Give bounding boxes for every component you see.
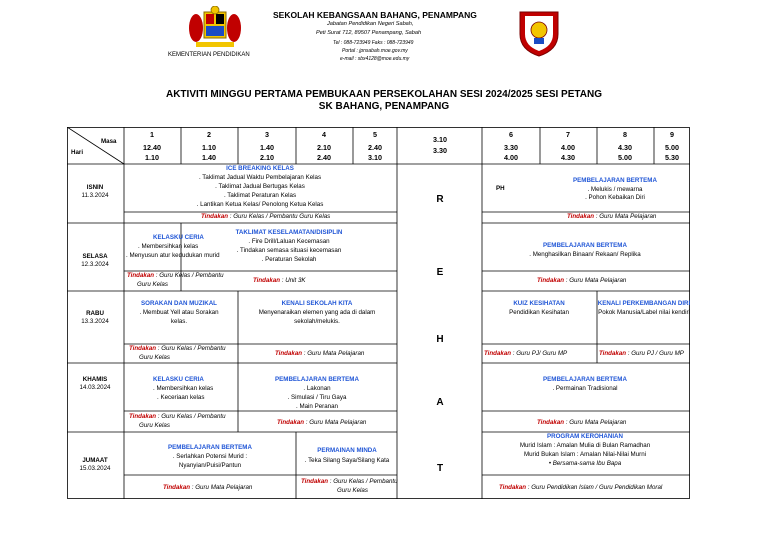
- activity-line: . Melukis / mewarna: [587, 186, 643, 193]
- activity-line: . Permainan Tradisional: [552, 385, 618, 392]
- activity-title: KELASKU CERIA: [153, 376, 204, 383]
- activity-line: . Tindakan semasa situasi kecemasan: [236, 247, 342, 254]
- tindakan-note: Tindakan : Guru Kelas / Pembantu Guru Kelas: [201, 213, 331, 220]
- activity-line: . Pohon Kebaikan Diri: [585, 194, 645, 201]
- activity-line: . Simulasi / Tiru Gaya: [287, 394, 347, 401]
- period-start: 1.10: [202, 143, 216, 152]
- rehat-letter: E: [436, 267, 444, 278]
- activity-title: SORAKAN DAN MUZIKAL: [141, 300, 217, 307]
- jata-negara-logo: [186, 6, 244, 52]
- activity-title: KENALI SEKOLAH KITA: [281, 300, 353, 307]
- period-start: 2.40: [368, 143, 382, 152]
- activity-line: Nyanyian/Puisi/Pantun: [178, 462, 242, 469]
- activity-title: PEMBELAJARAN BERTEMA: [573, 177, 657, 184]
- day-name: ISNIN: [86, 184, 104, 191]
- tindakan-note-cont: Guru Kelas: [139, 422, 170, 429]
- tindakan-note: Tindakan : Guru Mata Pelajaran: [537, 277, 627, 284]
- phone-line: Tel : 088-723949 Faks : 088-723949: [333, 40, 414, 46]
- activity-title: PEMBELAJARAN BERTEMA: [543, 376, 627, 383]
- period-end: 5.00: [618, 153, 632, 162]
- tindakan-note: Tindakan : Guru Kelas / Pembantu: [301, 478, 398, 485]
- day-name: JUMAAT: [82, 457, 108, 464]
- activity-line: Murid Bukan Islam : Amalan Nilai-Nilai Murni: [523, 451, 647, 458]
- tindakan-note-cont: Guru Kelas: [139, 354, 170, 361]
- activity-title: PEMBELAJARAN BERTEMA: [543, 242, 627, 249]
- hari-label: Hari: [71, 149, 84, 156]
- day-date: 15.03.2024: [79, 465, 111, 472]
- tindakan-note: Tindakan : Guru PJ / Guru MP: [599, 350, 684, 357]
- ministry-label: KEMENTERIAN PENDIDIKAN: [168, 52, 250, 58]
- school-crest-logo: [514, 6, 564, 58]
- activity-title: PROGRAM KEROHANIAN: [547, 433, 623, 440]
- period-number: 4: [322, 130, 326, 139]
- period-end: 2.10: [260, 153, 274, 162]
- activity-note: • Bersama-sama Ibu Bapa: [548, 460, 622, 467]
- rehat-letter: T: [436, 463, 444, 474]
- activity-title: KUIZ KESIHATAN: [513, 300, 565, 307]
- rehat-time-start: 3.10: [433, 135, 447, 144]
- period-start: 1.40: [260, 143, 274, 152]
- period-start: 5.00: [665, 143, 679, 152]
- tindakan-note: Tindakan : Guru Kelas / Pembantu: [127, 272, 224, 279]
- activity-line: Pendidikan Kesihatan: [509, 309, 569, 316]
- period-start: 12.40: [143, 143, 161, 152]
- page-subtitle: SK BAHANG, PENAMPANG: [318, 101, 450, 112]
- portal-line: Portal : jpnsabah.moe.gov.my: [342, 48, 408, 54]
- day-date: 12.3.2024: [81, 261, 109, 268]
- period-number: 1: [150, 130, 154, 139]
- tindakan-note: Tindakan : Guru Kelas / Pembantu: [129, 345, 226, 352]
- rehat-letter: H: [436, 334, 444, 345]
- activity-title: KENALI PERKEMBANGAN DIRI: [597, 300, 691, 307]
- activity-line: sekolah/melukis.: [294, 318, 340, 325]
- period-start: 4.30: [618, 143, 632, 152]
- period-number: 5: [373, 130, 377, 139]
- school-name: SEKOLAH KEBANGSAAN BAHANG, PENAMPANG: [273, 10, 477, 20]
- activity-line: . Membuat Yell atau Sorakan: [139, 309, 219, 316]
- activity-title: ICE BREAKING KELAS: [226, 165, 294, 172]
- activity-title: KELASKU CERIA: [153, 234, 204, 241]
- tindakan-note: Tindakan : Guru PJ/ Guru MP: [484, 350, 568, 357]
- day-name: KHAMIS: [82, 376, 108, 383]
- activity-title: PEMBELAJARAN BERTEMA: [275, 376, 359, 383]
- activity-title: PERMAINAN MINDA: [317, 447, 377, 454]
- tindakan-note: Tindakan : Guru Kelas / Pembantu: [129, 413, 226, 420]
- email-line: e-mail : sbx4128@moe.edu.my: [340, 56, 410, 62]
- period-number: 9: [670, 130, 674, 139]
- activity-line: . Keceriaan kelas: [157, 394, 205, 401]
- address-line: Jabatan Pendidikan Negeri Sabah,: [327, 21, 414, 27]
- period-start: 2.10: [317, 143, 331, 152]
- activity-line: . Main Peranan: [296, 403, 338, 410]
- period-number: 6: [509, 130, 513, 139]
- activity-line: . Peraturan Sekolah: [261, 256, 317, 263]
- tindakan-note: Tindakan : Guru Mata Pelajaran: [275, 350, 365, 357]
- activity-line: . Teka Silang Saya/Silang Kata: [304, 457, 390, 464]
- tindakan-note: Tindakan : Unit 3K: [253, 277, 306, 284]
- rehat-letter: R: [436, 194, 444, 205]
- activity-line: . Fire Drill/Laluan Kecemasan: [248, 238, 330, 245]
- activity-line: . Menghasilkan Binaan/ Rekaan/ Replika: [529, 251, 641, 258]
- activity-line: Pokok Manusia/Label nilai kendiri: [598, 309, 690, 316]
- period-end: 4.00: [504, 153, 518, 162]
- schedule-table: [67, 127, 690, 499]
- rehat-letter: A: [436, 397, 444, 408]
- period-start: 3.30: [504, 143, 518, 152]
- period-end: 3.10: [368, 153, 382, 162]
- day-date: 13.3.2024: [81, 318, 109, 325]
- activity-line: kelas.: [170, 318, 188, 325]
- activity-title: TAKLIMAT KESELAMATAN/DISIPLIN: [235, 229, 343, 236]
- period-number: 3: [265, 130, 269, 139]
- period-number: 7: [566, 130, 570, 139]
- period-end: 2.40: [317, 153, 331, 162]
- day-name: RABU: [86, 310, 104, 317]
- tindakan-note: Tindakan : Guru Pendidikan Islam / Guru Pendidikan Moral: [499, 484, 663, 491]
- activity-line: . Membersihkan kelas: [138, 243, 199, 250]
- period-end: 1.40: [202, 153, 216, 162]
- period-end: 1.10: [145, 153, 159, 162]
- rehat-time-end: 3.30: [433, 146, 447, 155]
- masa-label: Masa: [101, 138, 117, 145]
- activity-title: PEMBELAJARAN BERTEMA: [168, 444, 252, 451]
- day-name: SELASA: [82, 253, 108, 260]
- activity-line: . Lantikan Ketua Kelas/ Penolong Ketua Kelas: [196, 201, 324, 208]
- day-date: 14.03.2024: [79, 384, 111, 391]
- activity-line: . Taklimat Peraturan Kelas: [223, 192, 297, 199]
- tindakan-note-cont: Guru Kelas: [337, 487, 368, 494]
- tindakan-note: Tindakan : Guru Mata Pelajaran: [537, 419, 627, 426]
- activity-line: Murid Islam : Amalan Mulia di Bulan Ramadhan: [519, 442, 651, 449]
- activity-line: . Serlahkan Potensi Murid :: [172, 453, 248, 460]
- activity-line: . Taklimat Jadual Bertugas Kelas: [215, 183, 305, 190]
- ph-label: PH: [496, 185, 505, 192]
- period-number: 2: [207, 130, 211, 139]
- activity-line: . Taklimat Jadual Waktu Pembelajaran Kelas: [198, 174, 322, 181]
- activity-line: . Membersihkan kelas: [153, 385, 214, 392]
- tindakan-note: Tindakan : Guru Mata Pelajaran: [277, 419, 367, 426]
- period-number: 8: [623, 130, 627, 139]
- period-end: 5.30: [665, 153, 679, 162]
- page-title: AKTIVITI MINGGU PERTAMA PEMBUKAAN PERSEKOLAHAN SESI 2024/2025 SESI PETANG: [165, 89, 602, 100]
- period-end: 4.30: [561, 153, 575, 162]
- tindakan-note: Tindakan : Guru Mata Pelajaran: [163, 484, 253, 491]
- activity-line: . Menyusun atur kedudukan murid: [126, 252, 220, 259]
- activity-line: . Lakonan: [303, 385, 331, 392]
- activity-line: Menyenaraikan elemen yang ada di dalam: [258, 309, 376, 316]
- tindakan-note-cont: Guru Kelas: [137, 281, 168, 288]
- day-date: 11.3.2024: [81, 192, 109, 199]
- tindakan-note: Tindakan : Guru Mata Pelajaran: [567, 213, 657, 220]
- period-start: 4.00: [561, 143, 575, 152]
- address-line: Peti Surat 712, 89507 Penampang, Sabah: [316, 30, 422, 36]
